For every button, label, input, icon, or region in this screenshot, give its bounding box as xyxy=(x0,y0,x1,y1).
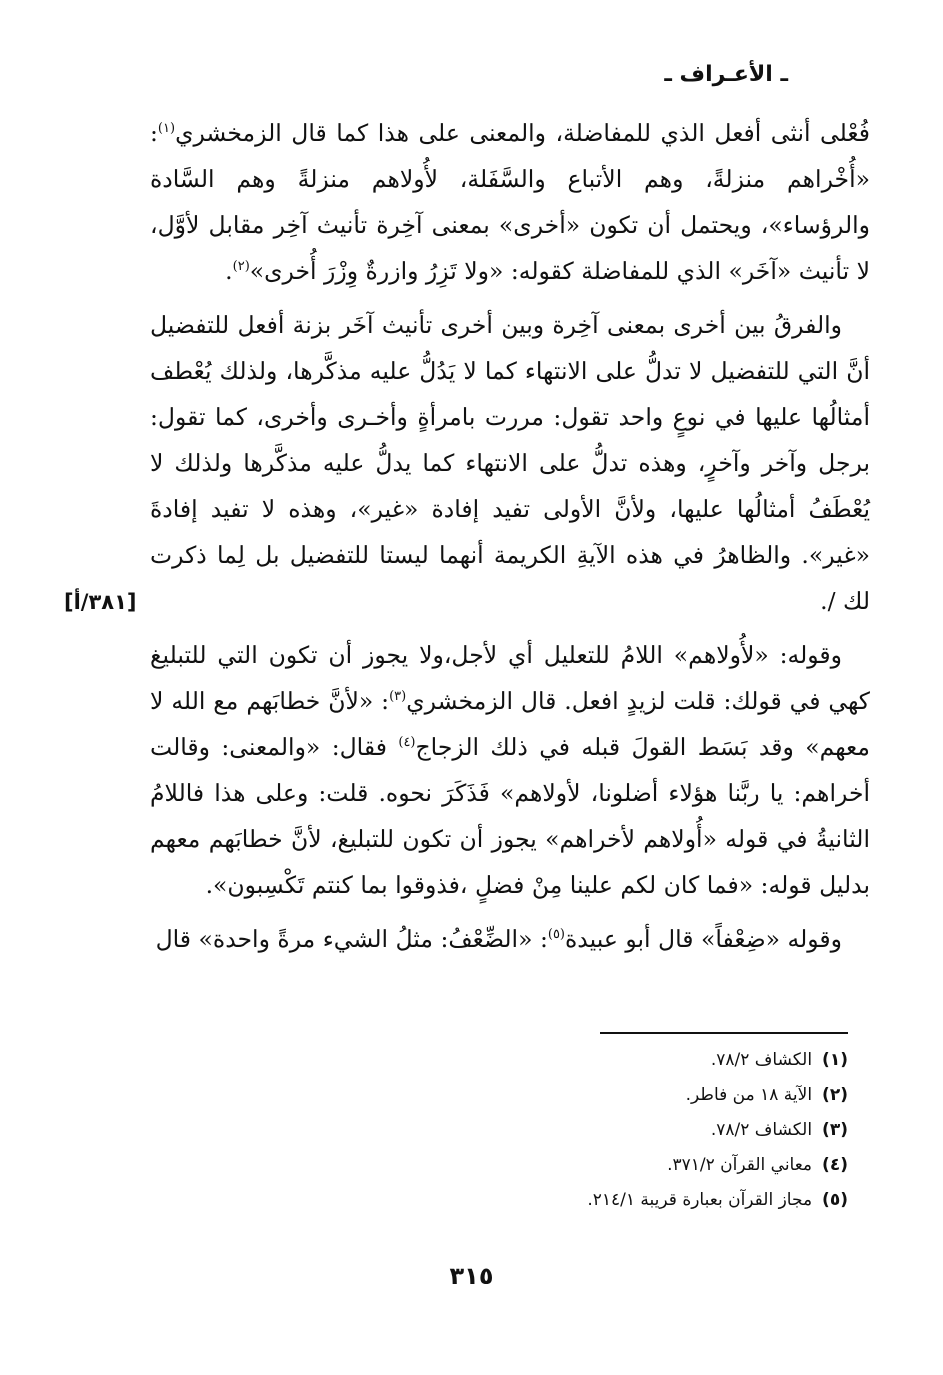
footnote-separator xyxy=(600,1032,848,1034)
footnote-number: (٢) xyxy=(822,1085,848,1105)
footnote xyxy=(348,1113,848,1148)
paragraph-text: : «الضِّعْفُ: مثلُ الشيء مرةً واحدة» قال xyxy=(155,925,548,953)
paragraph-text: . xyxy=(225,257,233,285)
footnote-text: الكشاف ٧٨/٢. xyxy=(710,1120,813,1140)
footnote-number: (٤) xyxy=(822,1155,848,1175)
footnote-reference: (٤) xyxy=(398,735,416,751)
footnote-text: مجاز القرآن بعبارة قريبة ٢١٤/١. xyxy=(587,1190,813,1210)
paragraph-text: والفرقُ بين أخرى بمعنى آخِرة وبين أخرى تأنيث آخَر بزنة أفعل للتفضيل أنَّ التي للتفضيل لا تدلُّ على الانتهاء كما لا يَدُلُّ عليه مذكَّرها، ولذلك يُعْطف أمثالُها عليها في نوعٍ واحد تقول: مررت بامرأةٍ وأخـرى وأخرى، كما تقول: برجل وآخر وآخرٍ، وهذه تدلُّ على الانتهاء كما يدلُّ عليه مذكَّرها ولذلك لا يُعْطَفُ أمثالُها عليها، ولأنَّ الأولى تفيد إفادة «غير»، وهذه لا تفيد إفادةَ «غير». والظاهرُ في هذه الآيةِ الكريمة أنهما ليستا للتفضيل بل لِما ذكرت لك /. xyxy=(150,311,870,615)
paragraph xyxy=(150,302,870,624)
footnotes xyxy=(348,1043,848,1218)
footnote xyxy=(348,1043,848,1078)
footnote-text: الآية ١٨ من فاطر. xyxy=(685,1085,813,1105)
page-number: ٣١٥ xyxy=(449,1262,494,1290)
manuscript-folio-note: [٣٨١/أ] xyxy=(64,590,137,614)
paragraph xyxy=(150,110,870,294)
footnote-reference: (٢) xyxy=(232,259,250,275)
paragraph xyxy=(150,632,870,908)
footnote xyxy=(348,1183,848,1218)
footnote-number: (٣) xyxy=(822,1120,848,1140)
paragraph-text: فُعْلى أنثى أفعل الذي للمفاضلة، والمعنى على هذا كما قال الزمخشري xyxy=(175,119,870,147)
footnote-reference: (١) xyxy=(157,121,176,137)
paragraph-text: وقوله: «لأُولاهم» اللامُ للتعليل أي لأجل،ولا يجوز أن تكون التي للتبليغ كهي في قولك: قلت لزيدٍ افعل. قال الزمخشري xyxy=(150,641,870,715)
paragraph-text: : «لأنَّ خطابَهم مع الله لا معهم» وقد بَسَط القولَ قبله في ذلك الزجاج xyxy=(150,687,870,761)
footnote xyxy=(348,1148,848,1183)
footnote-text: معاني القرآن ٣٧١/٢. xyxy=(667,1155,813,1175)
footnote-reference: (٣) xyxy=(389,689,407,705)
footnote-reference: (٥) xyxy=(547,927,565,943)
footnote-text: الكشاف ٧٨/٢. xyxy=(710,1050,813,1070)
paragraph xyxy=(150,916,870,962)
paragraph-text: وقوله «ضِعْفاً» قال أبو عبيدة xyxy=(565,925,842,953)
paragraph-text: : «أُخْراهم منزلةً، وهم الأتباع والسَّفَلة، لأُولاهم منزلةً وهم السَّادة والرؤساء»، ويحتمل أن تكون «أخرى» بمعنى آخِرة تأنيث آخِر مقابل لأوَّل، لا تأنيث «آخَر» الذي للمفاضلة كقوله: «ولا تَزِرُ وازرةٌ وِزْرَ أُخرى» xyxy=(150,119,870,285)
footnote-number: (١) xyxy=(822,1050,848,1070)
main-text xyxy=(150,110,870,962)
footnote-number: (٥) xyxy=(822,1190,848,1210)
footnote xyxy=(348,1078,848,1113)
running-header: ـ الأعـراف ـ xyxy=(664,62,788,87)
paragraph-text: فقال: «والمعنى: وقالت أخراهم: يا ربَّنا هؤلاء أضلونا، لأولاهم» فَذَكَرَ نحوه. قلت: وعلى هذا فاللامُ الثانيةُ في قوله «أُولاهم لأخراهم» يجوز أن تكون للتبليغ، لأنَّ خطابَهم معهم بدليل قوله: «فما كان لكم علينا مِنْ فضلٍ ،فذوقوا بما كنتم تَكْسِبون». xyxy=(150,733,870,899)
